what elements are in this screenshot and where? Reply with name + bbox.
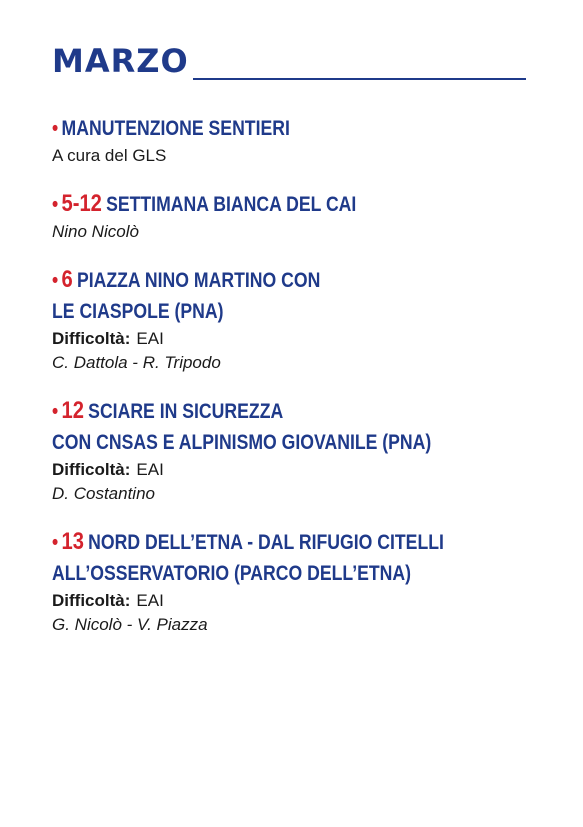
event-item [52,113,526,168]
event-leaders: Nino Nicolò [52,222,139,241]
difficulty-value: EAI [136,460,164,479]
event-title: NORD DELL’ETNA - DAL RIFUGIO CITELLI [88,531,444,554]
bullet-icon: • [52,269,59,292]
event-item [52,188,526,244]
event-title: SETTIMANA BIANCA DEL CAI [106,193,357,216]
event-title-line [52,264,450,296]
event-date: 13 [61,528,84,555]
difficulty-value: EAI [136,329,164,348]
event-difficulty [52,589,526,613]
month-title: MARZO [52,42,193,80]
event-difficulty [52,458,526,482]
event-item [52,264,526,375]
event-difficulty [52,327,526,351]
calendar-page [52,38,526,657]
event-date: 6 [61,266,73,293]
bullet-icon: • [52,400,59,423]
event-title-line [52,113,450,144]
difficulty-label: Difficoltà: [52,460,131,479]
event-title: MANUTENZIONE SENTIERI [61,117,290,140]
event-title-line [52,395,450,427]
difficulty-label: Difficoltà: [52,329,131,348]
difficulty-value: EAI [136,591,164,610]
event-item [52,526,526,637]
event-list [52,113,526,637]
event-title-line [52,188,450,220]
bullet-icon: • [52,117,59,140]
event-title: PIAZZA NINO MARTINO CON [76,269,321,292]
difficulty-label: Difficoltà: [52,591,131,610]
event-description: A cura del GLS [52,146,167,165]
event-leaders: G. Nicolò - V. Piazza [52,615,208,634]
event-title-line: CON CNSAS E ALPINISMO GIOVANILE (PNA) [52,431,432,454]
bullet-icon: • [52,531,59,554]
event-date: 12 [61,397,84,424]
event-title: SCIARE IN SICUREZZA [88,400,284,423]
bullet-icon: • [52,193,59,216]
month-header [52,38,526,80]
event-date: 5-12 [61,190,102,217]
event-title-line [52,526,450,558]
event-title-line: LE CIASPOLE (PNA) [52,300,224,323]
event-leaders: C. Dattola - R. Tripodo [52,353,221,372]
event-leaders: D. Costantino [52,484,155,503]
event-item [52,395,526,506]
event-title-line: ALL’OSSERVATORIO (PARCO DELL’ETNA) [52,562,412,585]
